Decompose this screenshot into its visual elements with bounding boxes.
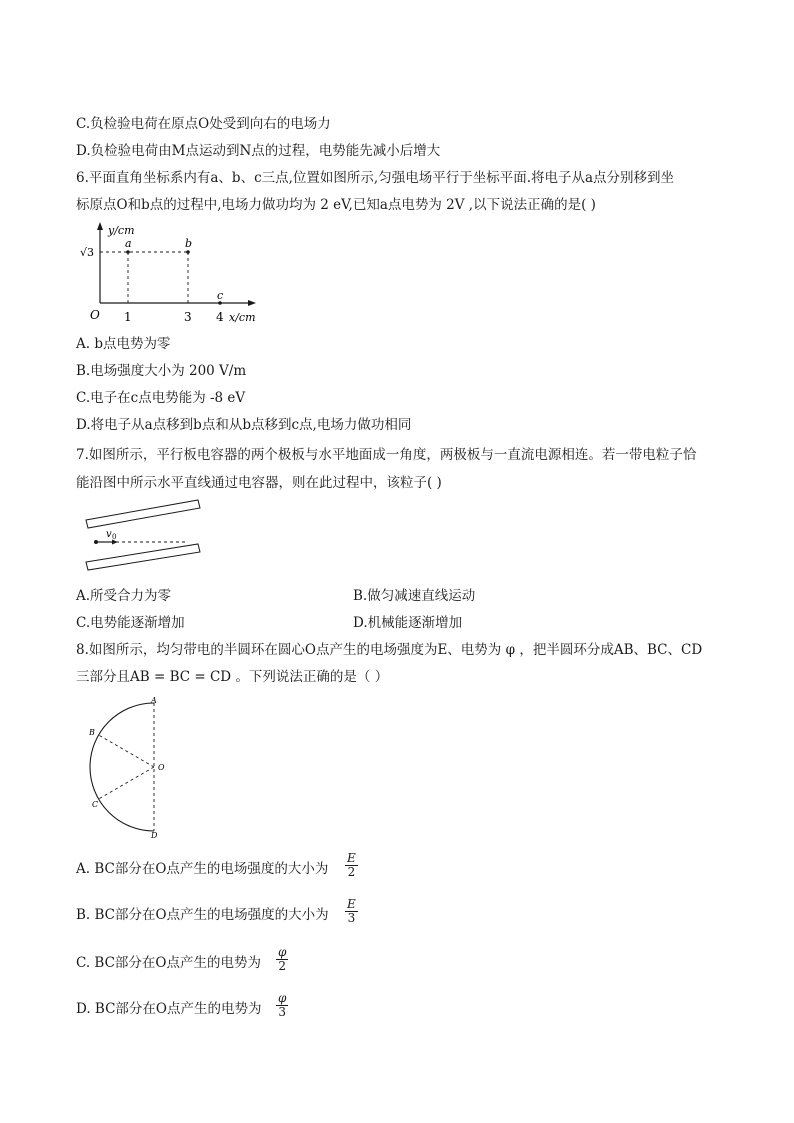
lower-plate <box>86 544 200 570</box>
point-b-label: b <box>185 237 193 250</box>
x-tick-3: 3 <box>184 310 192 324</box>
radius-ob <box>99 735 154 767</box>
q8-stem-line2: 三部分且AB = BC = CD 。下列说法正确的是（ ） <box>76 669 389 685</box>
fraction-denominator: 3 <box>278 1005 287 1019</box>
radius-oc <box>99 767 154 799</box>
q8-option-a: A. BC部分在O点产生的电场强度的大小为 <box>76 861 329 877</box>
label-c: C <box>92 800 99 809</box>
q5-option-c: C.负检验电荷在原点O处受到向右的电场力 <box>76 116 331 132</box>
velocity-subscript: 0 <box>112 533 117 541</box>
q8-option-c-fraction <box>276 946 288 973</box>
q7-capacitor-figure <box>84 498 214 568</box>
q8-option-d: D. BC部分在O点产生的电势为 <box>76 1001 262 1017</box>
velocity-label: v <box>106 529 112 540</box>
label-o: O <box>158 763 165 772</box>
q7-stem-line2: 能沿图中所示水平直线通过电容器，则在此过程中，该粒子( ) <box>76 475 442 491</box>
point-b <box>186 250 190 254</box>
x-tick-1: 1 <box>124 310 132 324</box>
q6-option-d: D.将电子从a点移到b点和从b点移到c点,电场力做功相同 <box>76 417 412 433</box>
point-a-label: a <box>125 237 132 250</box>
q6-option-a: A. b点电势为零 <box>76 336 171 352</box>
y-axis-label: y/cm <box>108 224 135 237</box>
q7-option-b: B.做匀减速直线运动 <box>353 588 476 604</box>
fraction-numerator: φ <box>278 991 287 1005</box>
fraction-numerator: E <box>347 897 356 911</box>
q7-option-a: A.所受合力为零 <box>76 588 172 604</box>
q8-option-d-fraction <box>276 992 288 1019</box>
q6-option-c: C.电子在c点电势能为 -8 eV <box>76 390 246 406</box>
y-axis-arrow <box>97 222 103 230</box>
q7-option-c: C.电势能逐渐增加 <box>76 615 185 631</box>
q6-stem-line1: 6.平面直角坐标系内有a、b、c三点,位置如图所示,匀强电场平行于坐标平面.将电子从a点分别移到坐 <box>76 170 675 186</box>
y-tick-label: √3 <box>80 246 95 259</box>
q8-option-b-fraction <box>345 898 358 925</box>
q7-option-d: D.机械能逐渐增加 <box>353 615 463 631</box>
q8-option-b: B. BC部分在O点产生的电场强度的大小为 <box>76 907 329 923</box>
origin-label: O <box>90 308 100 322</box>
fraction-numerator: φ <box>278 945 287 959</box>
x-tick-4: 4 <box>216 310 224 324</box>
q8-semicircle-figure <box>90 695 190 840</box>
label-d: D <box>151 831 158 840</box>
upper-plate <box>86 500 200 528</box>
label-b: B <box>89 728 95 737</box>
point-c-label: c <box>217 289 224 302</box>
x-axis-arrow <box>248 300 256 306</box>
point-a <box>126 250 130 254</box>
q8-option-a-fraction <box>345 852 358 879</box>
fraction-denominator: 2 <box>347 865 356 879</box>
q6-option-b: B.电场强度大小为 200 V/m <box>76 363 247 379</box>
q6-coordinate-figure <box>78 220 278 330</box>
fraction-numerator: E <box>347 851 356 865</box>
fraction-denominator: 3 <box>347 911 356 925</box>
q5-option-d: D.负检验电荷由M点运动到N点的过程，电势能先减小后增大 <box>76 143 441 159</box>
fraction-denominator: 2 <box>278 959 287 973</box>
semicircle-arc <box>90 703 154 831</box>
label-a: A <box>151 696 157 705</box>
q8-option-c: C. BC部分在O点产生的电势为 <box>76 955 261 971</box>
x-axis-label: x/cm <box>229 311 256 324</box>
q8-stem-line1: 8.如图所示，均匀带电的半圆环在圆心O点产生的电场强度为E、电势为 φ ，把半圆环分成AB、BC、CD <box>76 642 703 658</box>
q6-stem-line2: 标原点O和b点的过程中,电场力做功均为 2 eV,已知a点电势为 2V ,以下说法正确的是( ) <box>76 197 596 213</box>
particle <box>94 540 98 544</box>
q7-stem-line1: 7.如图所示，平行板电容器的两个极板与水平地面成一角度，两极板与一直流电源相连。若一带电粒子恰 <box>76 447 697 463</box>
